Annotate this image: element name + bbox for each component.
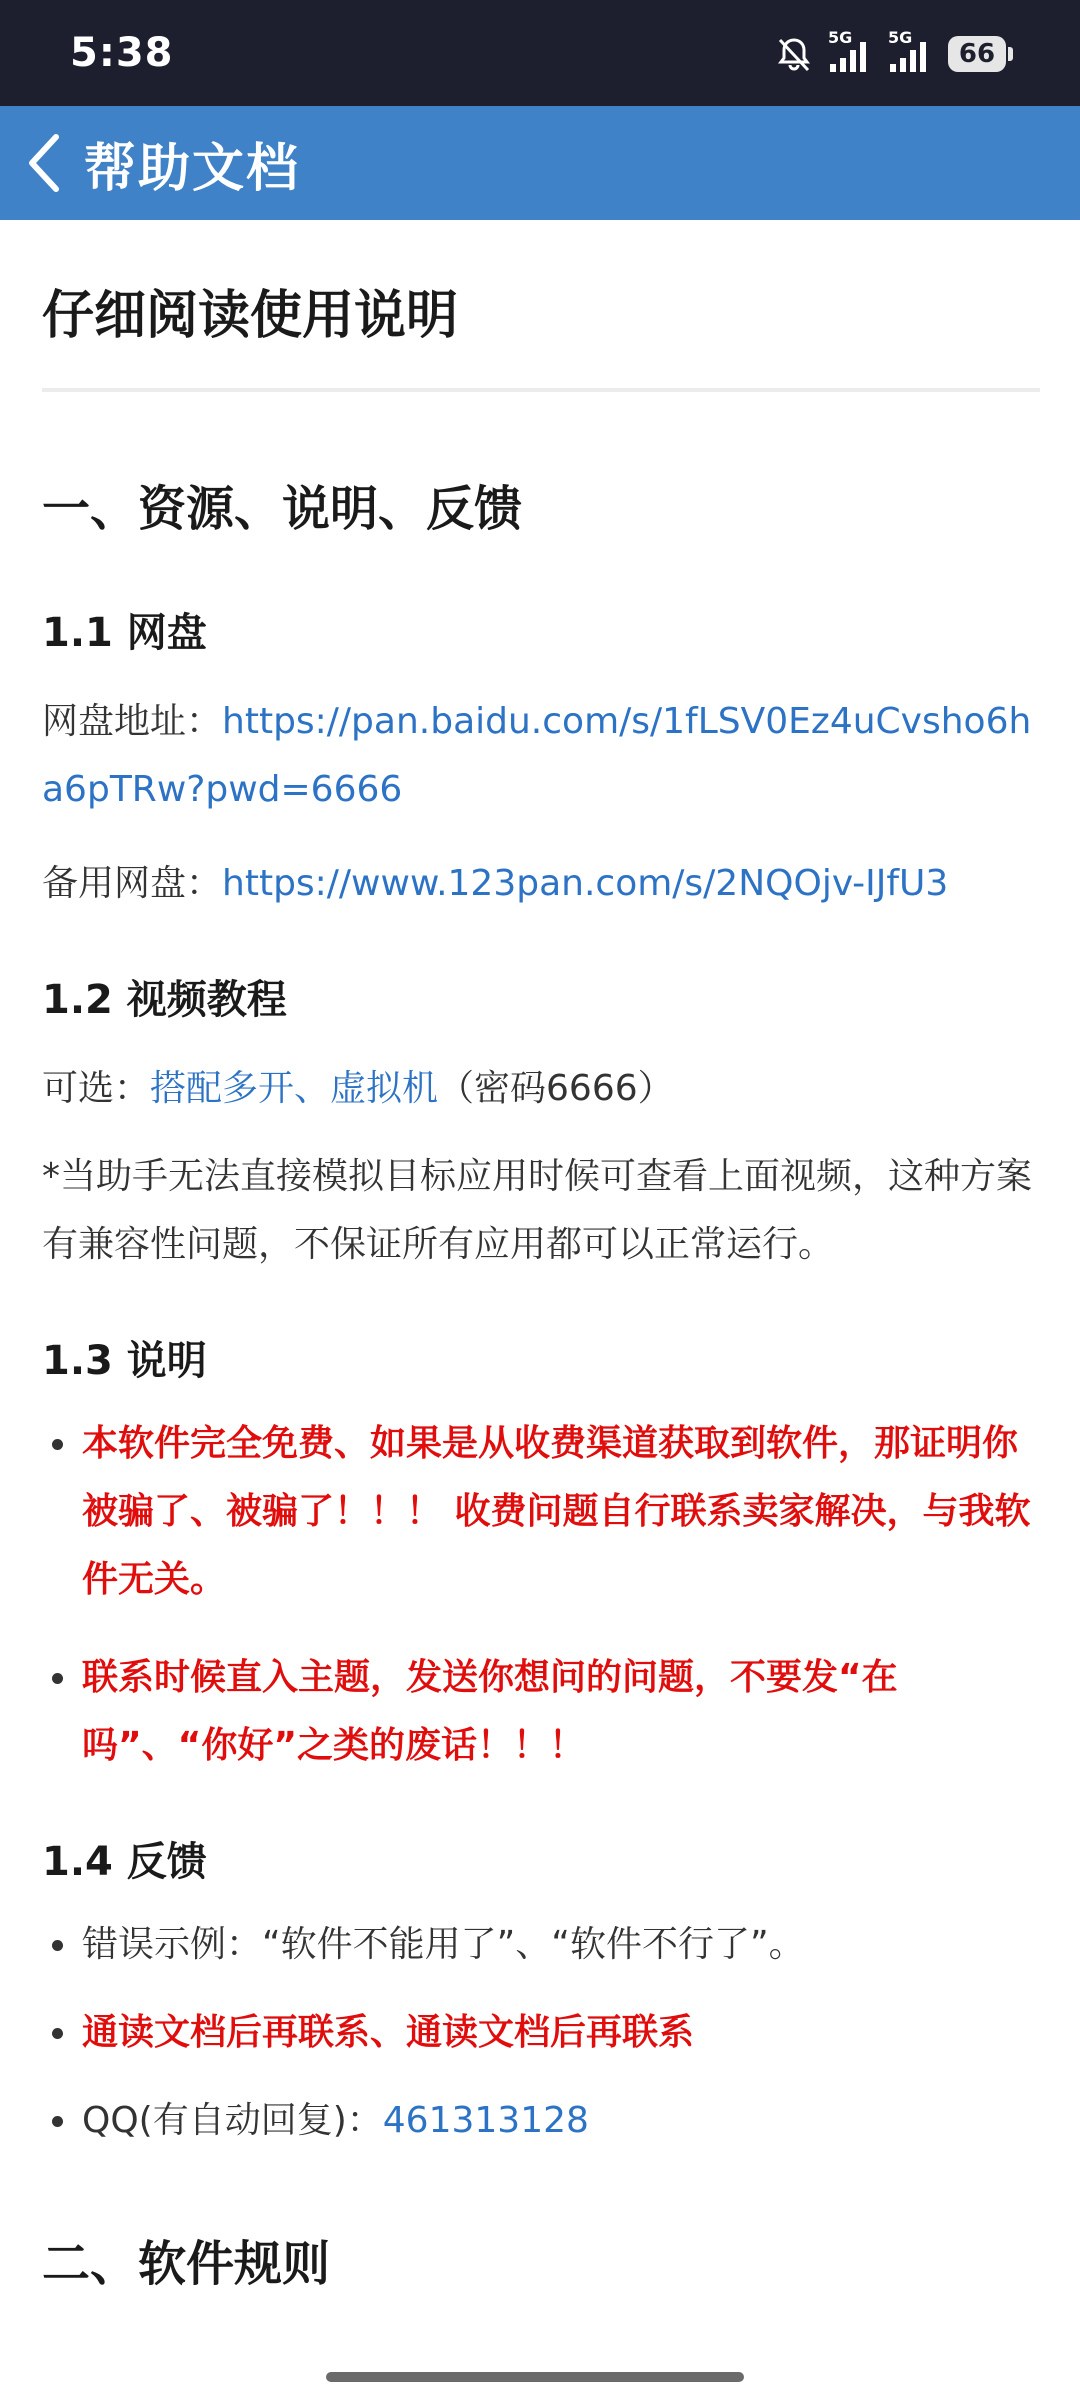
pan-label: 网盘地址： bbox=[42, 701, 223, 742]
video-tutorial-line bbox=[42, 1055, 1040, 1123]
compatibility-note: *当助手无法直接模拟目标应用时候可查看上面视频，这种方案有兼容性问题，不保证所有应用都可以正常运行。 bbox=[42, 1156, 1033, 1265]
pan-link[interactable]: https://pan.baidu.com/s/1fLSV0Ez4uCvsho6ha6pTRw?pwd=6666 bbox=[42, 701, 1032, 810]
list-item bbox=[42, 2087, 1040, 2155]
list-item: 错误示例：“软件不能用了”、“软件不行了”。 bbox=[42, 1911, 1040, 1979]
notice-list bbox=[42, 1410, 1040, 1780]
back-button[interactable] bbox=[4, 106, 84, 220]
divider bbox=[42, 388, 1040, 392]
status-bar bbox=[0, 0, 1080, 106]
list-item: 联系时候直入主题，发送你想问的问题，不要发“在吗”、“你好”之类的废话！！！ bbox=[42, 1644, 1040, 1780]
pan-address-line bbox=[42, 688, 1040, 824]
subsection-heading: 1.2 视频教程 bbox=[42, 977, 287, 1023]
video-tutorial-link[interactable]: 搭配多开、虚拟机 bbox=[150, 1068, 439, 1109]
signal-label: 5G bbox=[888, 28, 913, 47]
battery-level: 66 bbox=[958, 39, 996, 69]
section-heading: 二、软件规则 bbox=[42, 2236, 331, 2292]
backup-pan-link[interactable]: https://www.123pan.com/s/2NQOjv-IJfU3 bbox=[222, 863, 949, 904]
optional-label: 可选： bbox=[42, 1068, 151, 1109]
bell-off-icon bbox=[774, 34, 814, 74]
backup-label: 备用网盘： bbox=[42, 863, 223, 904]
page-title: 帮助文档 bbox=[84, 138, 301, 199]
status-time: 5:38 bbox=[70, 30, 174, 76]
help-document bbox=[42, 220, 1040, 2294]
chevron-left-icon bbox=[24, 131, 64, 195]
signal-label: 5G bbox=[828, 28, 853, 47]
signal-icon bbox=[888, 28, 934, 74]
qq-label: QQ(有自动回复)： bbox=[82, 2100, 383, 2141]
qq-number-link[interactable]: 461313128 bbox=[382, 2100, 589, 2141]
list-item: 通读文档后再联系、通读文档后再联系 bbox=[42, 1999, 1040, 2067]
battery-icon bbox=[948, 36, 1006, 72]
backup-pan-line bbox=[42, 850, 1040, 918]
section-heading: 一、资源、说明、反馈 bbox=[42, 481, 523, 537]
signal-icon bbox=[828, 28, 874, 74]
subsection-heading: 1.3 说明 bbox=[42, 1338, 207, 1384]
subsection-heading: 1.4 反馈 bbox=[42, 1839, 207, 1885]
subsection-heading: 1.1 网盘 bbox=[42, 610, 207, 656]
list-item: 本软件完全免费、如果是从收费渠道获取到软件，那证明你被骗了、被骗了！！！ 收费问题自行联系卖家解决，与我软件无关。 bbox=[42, 1410, 1040, 1614]
feedback-list bbox=[42, 1911, 1040, 2155]
home-indicator[interactable] bbox=[326, 2372, 744, 2382]
app-bar bbox=[0, 106, 1080, 220]
password-text: （密码6666） bbox=[438, 1068, 674, 1109]
status-icons bbox=[774, 30, 1006, 78]
document-title: 仔细阅读使用说明 bbox=[42, 286, 459, 346]
